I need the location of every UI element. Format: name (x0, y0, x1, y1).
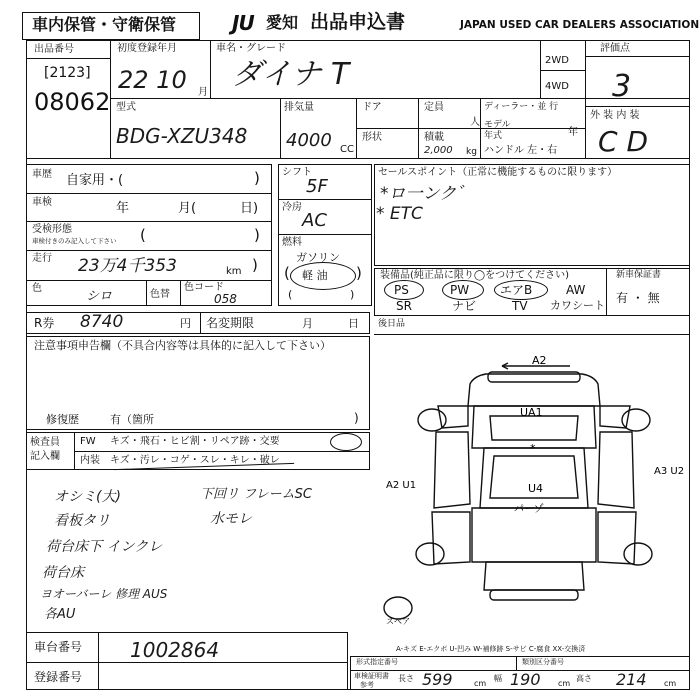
shape-code-label: 形式指定番号 (356, 658, 398, 666)
mark-ua1: UA1 (520, 406, 543, 419)
inspection-label: 車検 (32, 197, 52, 208)
fuel-label: 燃料 (282, 237, 302, 248)
chassis-label: 車台番号 (34, 640, 83, 654)
history-value: 自家用・( (66, 173, 124, 188)
damage-legend: A-キズ E-エクボ U-凹み W-補修跡 S-サビ C-腐食 XX-交換済 (396, 645, 586, 653)
grade-value: C D (598, 125, 649, 158)
height-value: 214 (616, 670, 647, 689)
shift-value: 5F (306, 176, 328, 197)
airbag-circle (494, 280, 548, 300)
fuel-open-2: ( (288, 288, 293, 301)
fuel-light: 軽 油 (302, 269, 328, 282)
fuel-close-2: ) (350, 288, 355, 301)
class-code-label: 類別区分番号 (522, 658, 564, 666)
remark-left-5: ヨオーバーレ 修理 AUS (40, 587, 168, 601)
repair-close: ) (354, 411, 359, 425)
chassis-value: 1002864 (130, 638, 220, 662)
remark-left-1: オシミ(大) (54, 489, 121, 505)
fuel-light-circle (290, 262, 356, 290)
history-block (26, 164, 272, 306)
repair-label: 修復歴 (46, 413, 79, 426)
fuel-close: ) (356, 264, 362, 282)
equipment-item-ps: PS (394, 283, 409, 297)
spare-label: スペア (386, 617, 410, 626)
fw-label: FW (80, 436, 96, 447)
inspector-label1: 検査員 (30, 437, 60, 448)
inspector-label2: 記入欄 (30, 451, 60, 462)
history-close: ) (254, 169, 260, 187)
inspection-year: 年 (116, 201, 130, 216)
remark-right-2: 水モレ (210, 511, 252, 527)
load-label: 積載 (424, 132, 444, 143)
drive-4wd: 4WD (545, 81, 569, 92)
height-label: 高さ (576, 674, 592, 683)
receive-sub: 車検付きのみ記入して下さい (32, 237, 117, 245)
listing-number: 08062 (34, 88, 111, 116)
ref-label: 参考 (360, 681, 374, 689)
ac-value: AC (302, 210, 327, 231)
equipment-item-pw: PW (450, 283, 470, 297)
equipment-item-tv: TV (512, 299, 528, 313)
receive-open: ( (140, 226, 146, 244)
equipment-label: 装備品(純正品に限り◯をつけてください) (380, 270, 569, 281)
equipment-item-aw: AW (566, 283, 586, 297)
r-ticket-unit: 円 (180, 317, 191, 330)
form-title: 出品申込書 (310, 11, 406, 33)
year-unit: 年 (568, 127, 578, 138)
remark-left-6: 各AU (44, 607, 76, 622)
ac-label: 冷房 (282, 202, 302, 213)
warranty-label: 新車保証書 (616, 270, 662, 280)
shape-label: 形状 (362, 132, 382, 143)
dealer-label: ディーラー・並 行 (484, 102, 559, 112)
pw-circle (442, 280, 484, 300)
load-value: 2,000 (424, 145, 453, 156)
fw-items: キズ・飛石・ヒビ割・リペア跡・交要 (110, 436, 280, 447)
color-label: 色 (32, 283, 42, 294)
mileage-close: ) (252, 256, 258, 274)
remark-left-2: 看板タリ (54, 513, 110, 529)
name-change-label: 名変期限 (206, 316, 255, 330)
listing-label: 出品番号 (34, 44, 74, 55)
load-unit: kg (466, 147, 477, 157)
capacity-label: 定員 (424, 102, 444, 113)
reg-number-label: 登録番号 (34, 670, 83, 684)
fw-circle-mark (330, 433, 362, 451)
displacement-unit: CC (340, 144, 354, 155)
equipment-item-airbag: エアB (500, 283, 533, 297)
r-ticket-label: R券 (34, 316, 55, 330)
ju-logo: JU (232, 11, 254, 35)
width-label: 幅 (494, 674, 502, 683)
notes-label: 注意事項申告欄（不具合内容等は具体的に記入して下さい） (34, 339, 331, 352)
ps-circle (384, 280, 424, 300)
after-label: 後日品 (378, 319, 406, 329)
storage-label: 車内保管・守衛保管 (32, 15, 177, 34)
capacity-unit: 人 (470, 117, 480, 128)
first-reg-value: 22 10 (118, 66, 187, 94)
displacement-label: 排気量 (284, 102, 314, 113)
sales-point-label: セールスポイント（正常に機能するものに限ります） (378, 167, 618, 178)
remark-left-4: 荷台床 (42, 565, 84, 581)
mileage-label: 走行 (32, 253, 52, 264)
interior-label: 内装 (80, 455, 100, 466)
mark-u4: U4 (528, 482, 544, 495)
car-name-label: 車名・グレード (216, 43, 286, 54)
drive-2wd: 2WD (545, 55, 569, 66)
mileage-value: 23万4千353 (78, 256, 177, 276)
inspection-month: 月( (178, 201, 197, 216)
warranty-value: 有 ・ 無 (616, 291, 660, 305)
r-ticket-block (26, 312, 370, 334)
mileage-unit: km (226, 266, 242, 277)
model-value: BDG-XZU348 (116, 124, 248, 148)
history-label: 車歴 (32, 169, 52, 180)
length-label: 長さ (398, 674, 414, 683)
color-swap-label: 色替 (150, 289, 170, 300)
r-ticket-value: 8740 (80, 312, 124, 332)
model-label: 型式 (116, 102, 136, 113)
remark-left-3: 荷台床下 インクレ (46, 539, 163, 555)
mark-star: * (530, 442, 536, 455)
equipment-item-navi: ナビ (452, 299, 477, 313)
length-unit: cm (474, 679, 487, 688)
model-year-label: モデル 年式 (484, 120, 511, 141)
mark-a3-u2-right: A3 U2 (654, 466, 685, 477)
interior-items: キズ・汚レ・コゲ・スレ・キレ・破レ (110, 455, 280, 466)
mark-a2-u1-left: A2 U1 (386, 480, 417, 491)
sales-point-line2: * ETC (376, 204, 423, 224)
length-value: 599 (422, 670, 453, 689)
fuel-open: ( (284, 264, 290, 282)
listing-sub-number: [2123] (44, 65, 91, 81)
door-label: ドア (362, 102, 382, 113)
org-english: JAPAN USED CAR DEALERS ASSOCIATION (460, 19, 700, 31)
name-change-day: 日 (348, 317, 359, 330)
car-name-value: ダイナ T (232, 57, 350, 92)
name-change-month: 月 (302, 317, 313, 330)
cert-label: 車検証明書 (354, 672, 389, 680)
height-unit: cm (664, 679, 677, 688)
color-code-label: 色コード (184, 282, 224, 293)
handle-label: ハンドル 左・右 (484, 145, 558, 156)
equipment-item-wseat: カワシート (550, 299, 605, 312)
sales-point-line1: *ロ一ンク゛ (380, 184, 474, 204)
org-name: 愛知 (266, 13, 299, 32)
grade-label: 外 装 内 装 (590, 110, 640, 121)
receive-close: ) (254, 226, 260, 244)
score-value: 3 (612, 69, 632, 104)
displacement-value: 4000 (286, 130, 332, 151)
mark-a2-top: A2 (532, 354, 547, 367)
color-value: シロ (86, 289, 113, 304)
damage-diagram (374, 336, 690, 636)
color-code-value: 058 (214, 292, 237, 306)
width-unit: cm (558, 679, 571, 688)
receive-label: 受検形態 (32, 224, 72, 235)
equipment-item-sr: SR (396, 299, 412, 313)
repair-value: 有（箇所 (110, 413, 154, 426)
remark-right-1: 下回リ フレームSC (200, 487, 312, 502)
mark-parts: パーゾ (514, 504, 544, 515)
width-value: 190 (510, 670, 541, 689)
inspection-day: 日) (240, 201, 259, 216)
score-label: 評価点 (600, 43, 630, 54)
month-unit: 月 (198, 87, 208, 98)
first-reg-label: 初度登録年月 (117, 43, 177, 54)
shift-label: シフト (282, 167, 312, 178)
fuel-gasoline: ガソリン (296, 251, 340, 264)
